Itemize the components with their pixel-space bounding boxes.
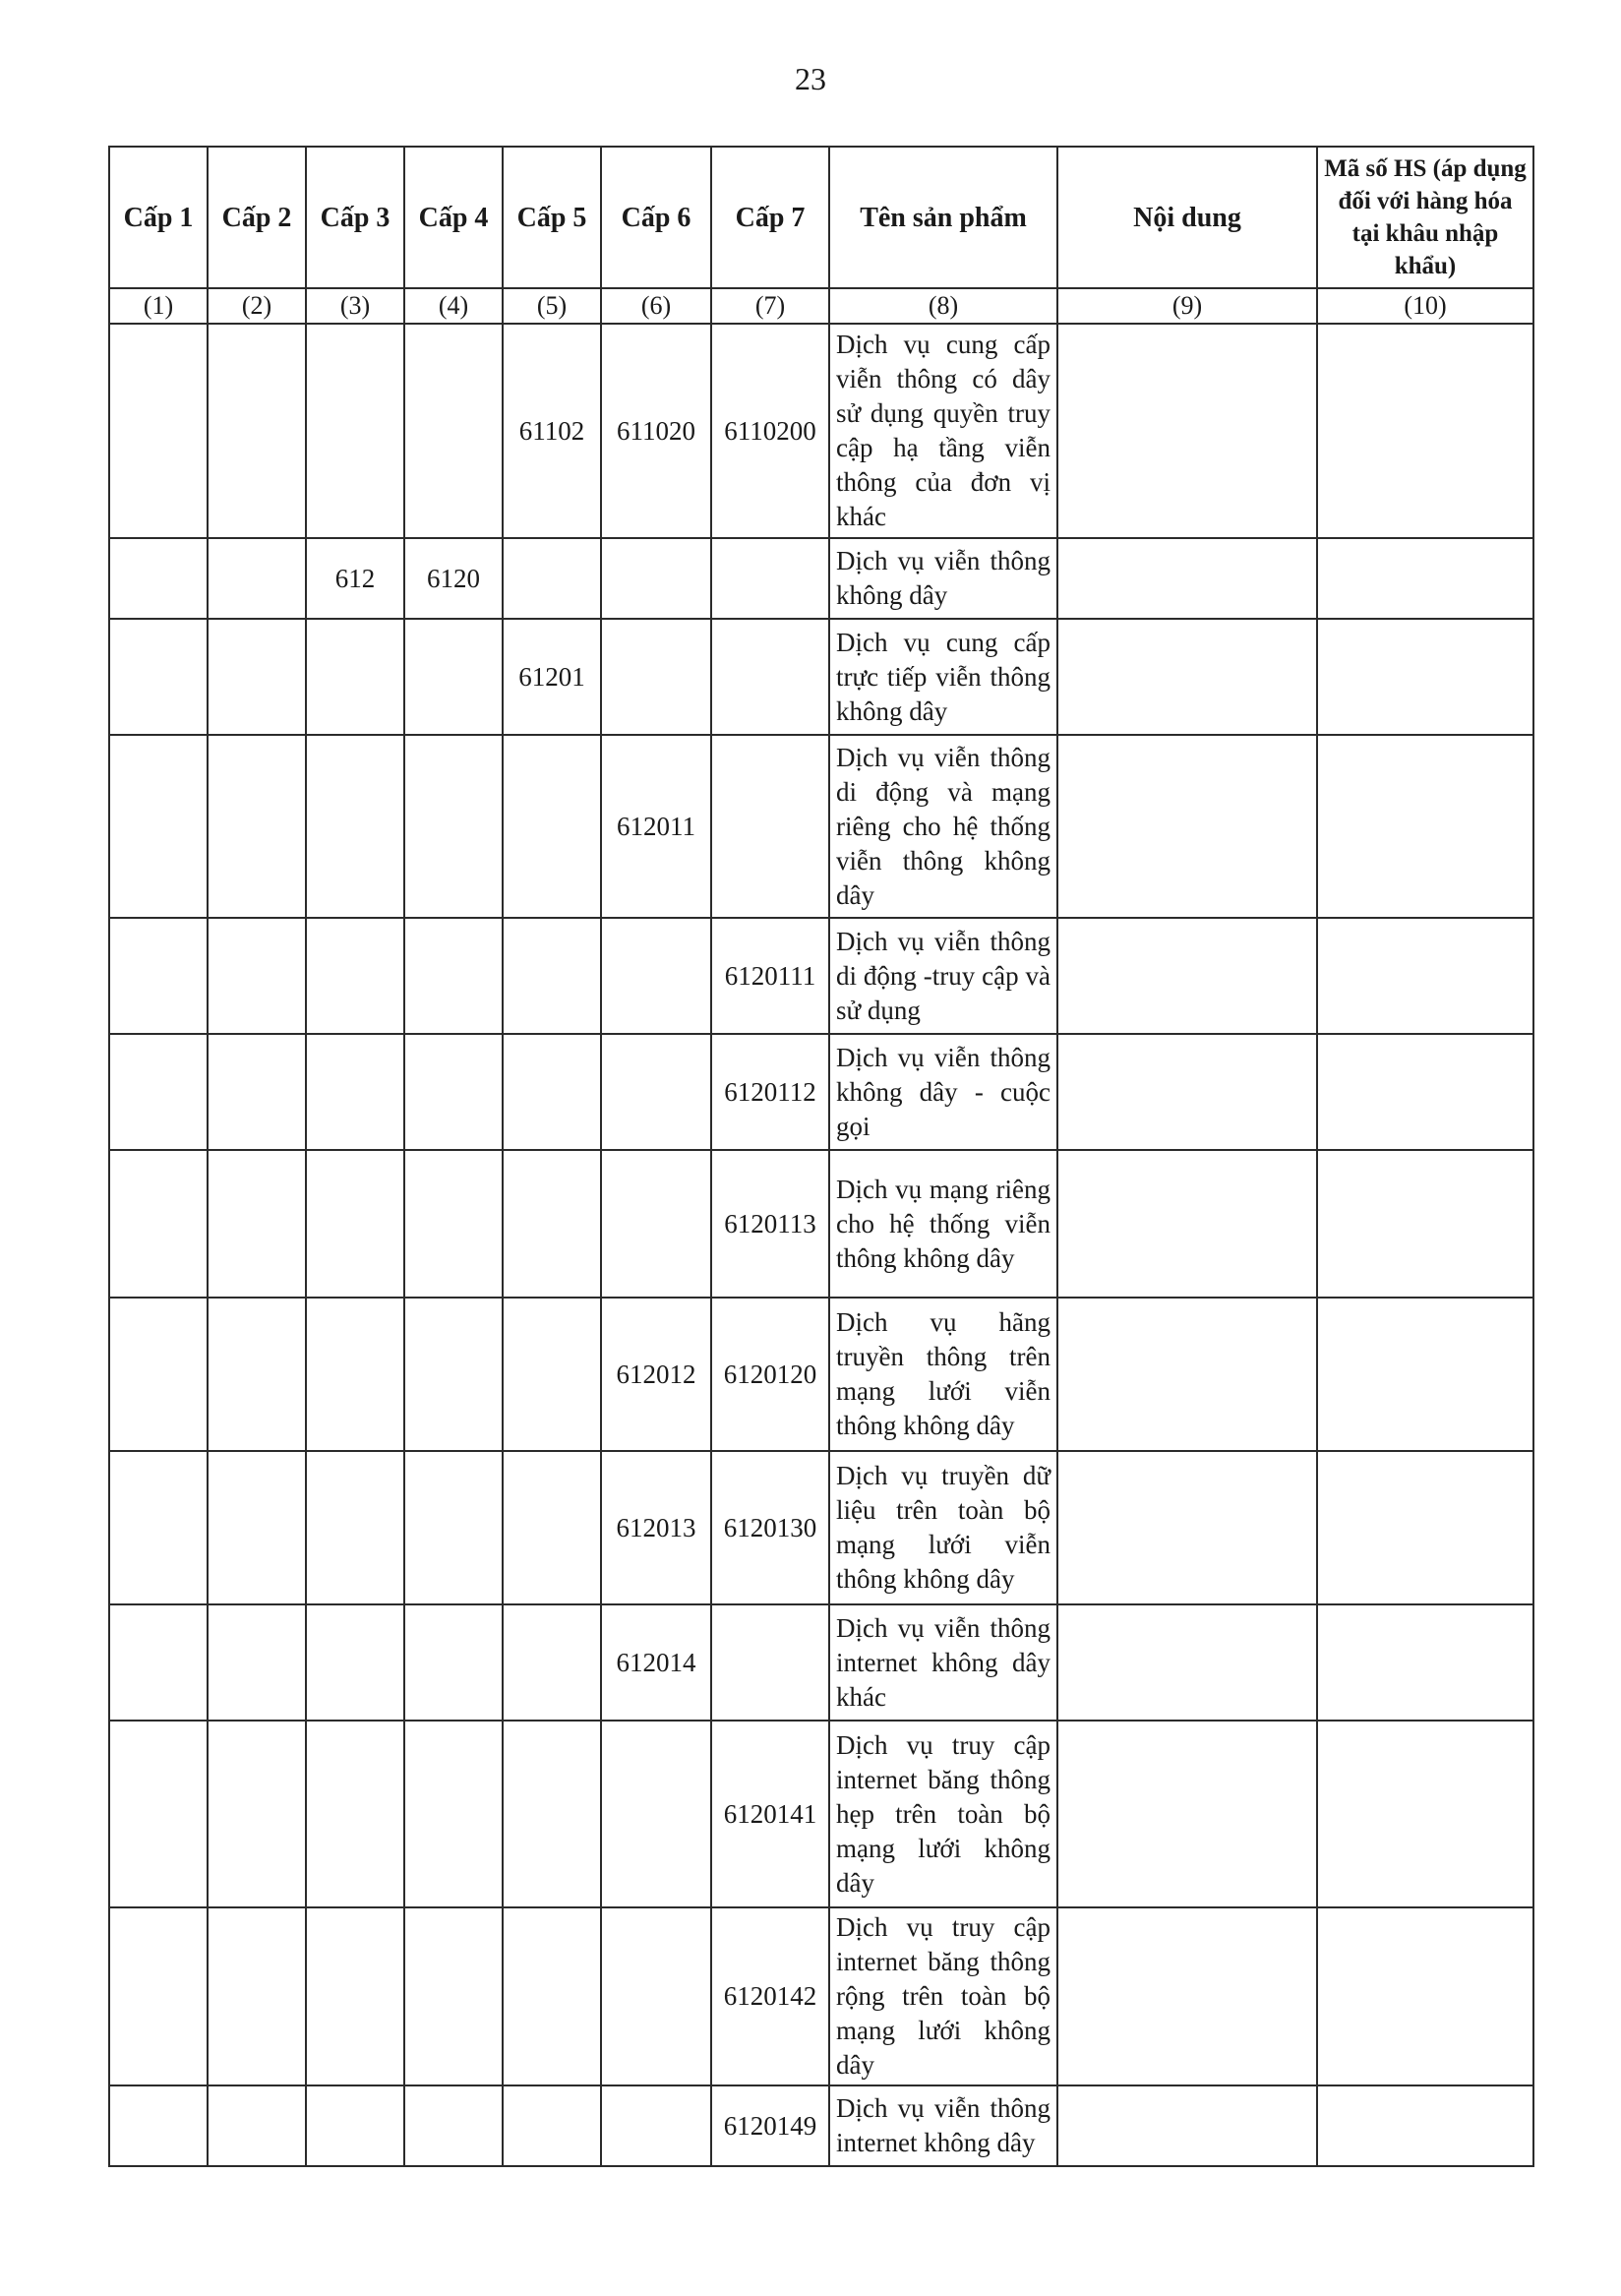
level-1-code [109, 2085, 208, 2166]
level-4-code [404, 1298, 503, 1451]
level-6-code: 612013 [601, 1451, 711, 1604]
level-5-code [503, 538, 601, 619]
level-6-code [601, 918, 711, 1034]
table-row [109, 1150, 1533, 1298]
level-5-code [503, 1907, 601, 2085]
column-number: (1) [109, 288, 208, 324]
table-row [109, 1034, 1533, 1150]
level-2-code [208, 1150, 306, 1298]
hs-code-cell [1317, 1721, 1533, 1907]
level-1-code [109, 324, 208, 538]
level-7-code: 6120111 [711, 918, 829, 1034]
product-name: Dịch vụ truyền dữ liệu trên toàn bộ mạng lưới viễn thông không dây [829, 1451, 1057, 1604]
level-6-code [601, 1907, 711, 2085]
content-cell [1057, 1298, 1317, 1451]
header-cell: Nội dung [1057, 147, 1317, 288]
level-4-code [404, 619, 503, 735]
hs-code-cell [1317, 619, 1533, 735]
header-cell: Cấp 3 [306, 147, 404, 288]
level-5-code [503, 1150, 601, 1298]
header-row [109, 147, 1533, 288]
table-row [109, 1604, 1533, 1721]
level-3-code [306, 619, 404, 735]
table-body [109, 324, 1533, 2166]
level-3-code [306, 1451, 404, 1604]
level-3-code [306, 2085, 404, 2166]
level-7-code: 6120130 [711, 1451, 829, 1604]
level-1-code [109, 1150, 208, 1298]
level-5-code [503, 2085, 601, 2166]
hs-code-cell [1317, 735, 1533, 918]
level-7-code [711, 619, 829, 735]
level-7-code [711, 1604, 829, 1721]
level-2-code [208, 918, 306, 1034]
level-7-code: 6120141 [711, 1721, 829, 1907]
table-row [109, 1298, 1533, 1451]
level-3-code [306, 1604, 404, 1721]
content-cell [1057, 1721, 1317, 1907]
level-5-code [503, 1298, 601, 1451]
page-number: 23 [795, 61, 826, 96]
column-number: (10) [1317, 288, 1533, 324]
product-name: Dịch vụ hãng truyền thông trên mạng lưới viễn thông không dây [829, 1298, 1057, 1451]
level-6-code [601, 1034, 711, 1150]
level-7-code: 6120149 [711, 2085, 829, 2166]
level-2-code [208, 324, 306, 538]
level-6-code [601, 2085, 711, 2166]
hs-code-cell [1317, 1298, 1533, 1451]
level-4-code: 6120 [404, 538, 503, 619]
content-cell [1057, 1907, 1317, 2085]
level-4-code [404, 735, 503, 918]
product-name: Dịch vụ cung cấp trực tiếp viễn thông không dây [829, 619, 1057, 735]
column-number: (4) [404, 288, 503, 324]
level-5-code: 61102 [503, 324, 601, 538]
level-1-code [109, 619, 208, 735]
level-6-code: 611020 [601, 324, 711, 538]
level-5-code [503, 1721, 601, 1907]
level-2-code [208, 1034, 306, 1150]
level-6-code [601, 619, 711, 735]
level-3-code: 612 [306, 538, 404, 619]
level-7-code: 6110200 [711, 324, 829, 538]
level-7-code [711, 538, 829, 619]
table-row [109, 619, 1533, 735]
header-cell: Cấp 7 [711, 147, 829, 288]
product-name: Dịch vụ mạng riêng cho hệ thống viễn thông không dây [829, 1150, 1057, 1298]
level-7-code: 6120113 [711, 1150, 829, 1298]
level-5-code [503, 1034, 601, 1150]
level-2-code [208, 1721, 306, 1907]
table-row [109, 1907, 1533, 2085]
level-1-code [109, 538, 208, 619]
level-4-code [404, 1604, 503, 1721]
content-cell [1057, 1604, 1317, 1721]
column-number: (8) [829, 288, 1057, 324]
level-5-code [503, 1604, 601, 1721]
level-1-code [109, 1604, 208, 1721]
level-1-code [109, 735, 208, 918]
product-name: Dịch vụ viễn thông không dây - cuộc gọi [829, 1034, 1057, 1150]
level-7-code: 6120120 [711, 1298, 829, 1451]
table-row [109, 1451, 1533, 1604]
level-2-code [208, 1604, 306, 1721]
level-3-code [306, 324, 404, 538]
level-1-code [109, 918, 208, 1034]
column-number: (2) [208, 288, 306, 324]
level-6-code: 612012 [601, 1298, 711, 1451]
level-2-code [208, 1907, 306, 2085]
level-4-code [404, 2085, 503, 2166]
level-3-code [306, 735, 404, 918]
hs-code-cell [1317, 1604, 1533, 1721]
header-cell: Cấp 6 [601, 147, 711, 288]
level-4-code [404, 918, 503, 1034]
level-5-code [503, 735, 601, 918]
level-5-code [503, 1451, 601, 1604]
hs-code-cell [1317, 1907, 1533, 2085]
level-2-code [208, 1451, 306, 1604]
content-cell [1057, 1150, 1317, 1298]
level-4-code [404, 1907, 503, 2085]
hs-code-cell [1317, 1150, 1533, 1298]
level-4-code [404, 1034, 503, 1150]
product-name: Dịch vụ viễn thông internet không dây khác [829, 1604, 1057, 1721]
hs-code-cell [1317, 1451, 1533, 1604]
column-number: (6) [601, 288, 711, 324]
level-5-code: 61201 [503, 619, 601, 735]
level-2-code [208, 2085, 306, 2166]
content-cell [1057, 324, 1317, 538]
content-cell [1057, 1034, 1317, 1150]
header-cell-hs-code: Mã số HS (áp dụng đối với hàng hóa tại khâu nhập khẩu) [1317, 147, 1533, 288]
hs-code-cell [1317, 324, 1533, 538]
content-cell [1057, 2085, 1317, 2166]
level-2-code [208, 1298, 306, 1451]
content-cell [1057, 918, 1317, 1034]
content-cell [1057, 538, 1317, 619]
column-number: (9) [1057, 288, 1317, 324]
product-name: Dịch vụ cung cấp viễn thông có dây sử dụng quyền truy cập hạ tầng viễn thông của đơn vị khác [829, 324, 1057, 538]
header-cell: Cấp 4 [404, 147, 503, 288]
product-classification-table [108, 146, 1534, 2167]
table-row [109, 324, 1533, 538]
level-7-code [711, 735, 829, 918]
level-2-code [208, 735, 306, 918]
column-number-row [109, 288, 1533, 324]
hs-code-cell [1317, 1034, 1533, 1150]
level-1-code [109, 1907, 208, 2085]
content-cell [1057, 735, 1317, 918]
level-1-code [109, 1034, 208, 1150]
level-3-code [306, 1298, 404, 1451]
level-2-code [208, 538, 306, 619]
table-row [109, 735, 1533, 918]
level-3-code [306, 1034, 404, 1150]
level-3-code [306, 1907, 404, 2085]
level-5-code [503, 918, 601, 1034]
hs-code-cell [1317, 2085, 1533, 2166]
level-6-code: 612014 [601, 1604, 711, 1721]
product-name: Dịch vụ viễn thông không dây [829, 538, 1057, 619]
level-4-code [404, 1721, 503, 1907]
header-cell: Cấp 5 [503, 147, 601, 288]
level-6-code [601, 1150, 711, 1298]
table-row [109, 538, 1533, 619]
table-row [109, 1721, 1533, 1907]
header-cell: Tên sản phẩm [829, 147, 1057, 288]
level-3-code [306, 1150, 404, 1298]
level-6-code [601, 538, 711, 619]
product-name: Dịch vụ truy cập internet băng thông hẹp trên toàn bộ mạng lưới không dây [829, 1721, 1057, 1907]
level-1-code [109, 1721, 208, 1907]
column-number: (5) [503, 288, 601, 324]
level-4-code [404, 1451, 503, 1604]
level-4-code [404, 324, 503, 538]
level-4-code [404, 1150, 503, 1298]
content-cell [1057, 1451, 1317, 1604]
column-number: (3) [306, 288, 404, 324]
level-3-code [306, 918, 404, 1034]
table-row [109, 918, 1533, 1034]
hs-code-cell [1317, 538, 1533, 619]
level-6-code [601, 1721, 711, 1907]
product-name: Dịch vụ viễn thông di động và mạng riêng cho hệ thống viễn thông không dây [829, 735, 1057, 918]
level-6-code: 612011 [601, 735, 711, 918]
level-7-code: 6120112 [711, 1034, 829, 1150]
level-1-code [109, 1451, 208, 1604]
product-name: Dịch vụ viễn thông internet không dây [829, 2085, 1057, 2166]
header-cell: Cấp 2 [208, 147, 306, 288]
content-cell [1057, 619, 1317, 735]
level-3-code [306, 1721, 404, 1907]
level-1-code [109, 1298, 208, 1451]
column-number: (7) [711, 288, 829, 324]
hs-code-cell [1317, 918, 1533, 1034]
level-7-code: 6120142 [711, 1907, 829, 2085]
header-cell: Cấp 1 [109, 147, 208, 288]
product-name: Dịch vụ truy cập internet băng thông rộng trên toàn bộ mạng lưới không dây [829, 1907, 1057, 2085]
product-name: Dịch vụ viễn thông di động -truy cập và sử dụng [829, 918, 1057, 1034]
level-2-code [208, 619, 306, 735]
table-row [109, 2085, 1533, 2166]
